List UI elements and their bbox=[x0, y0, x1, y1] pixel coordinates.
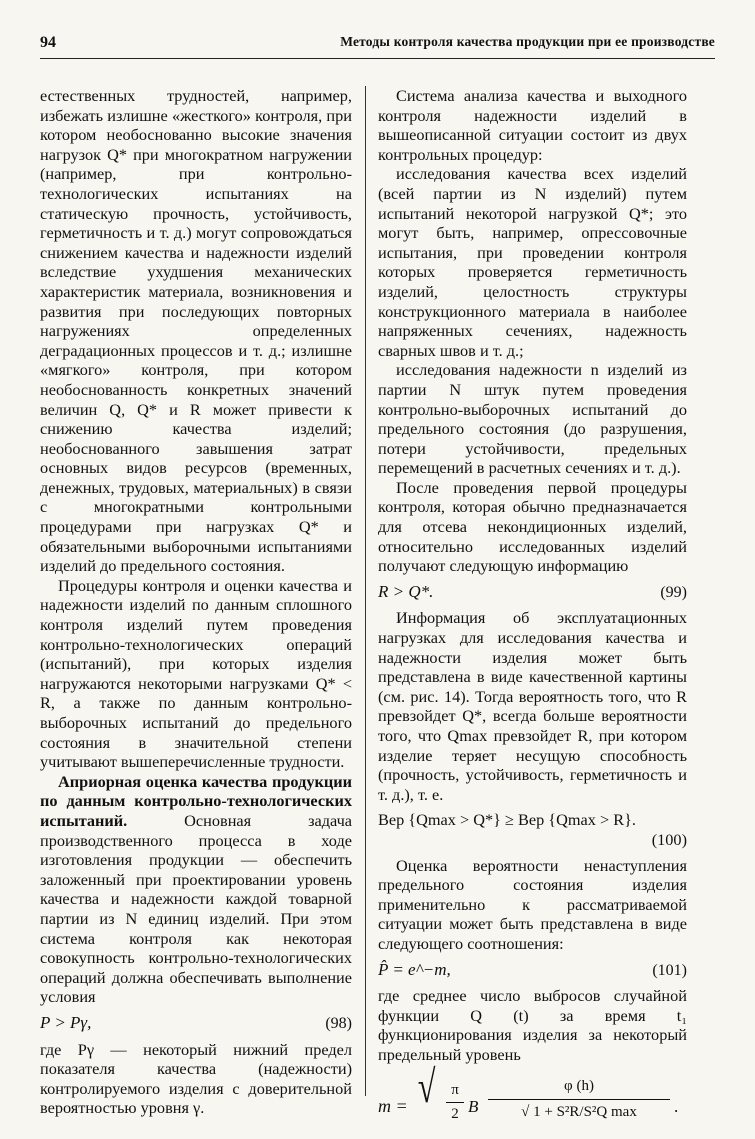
equation-number: (98) bbox=[325, 1014, 352, 1032]
paragraph: После проведения первой процедуры контроля, которая обычно предназначается для отсева некондиционных изделий, относительно исследованных изделий получают следующую информацию bbox=[378, 477, 687, 576]
equation-number: (100) bbox=[651, 829, 687, 849]
fraction-denominator: √ 1 + S²R/S²Q max bbox=[521, 1104, 637, 1121]
section-text: Основная задача производственного процесса в ходе изготовления продукции — обеспечить заложенный при проектировании уровень качества и надежности каждой товарной партии из N единиц изделий. При этом система контроля как некоторая совокупность контрольно-технологических операций должна обеспечивать выполнение условия bbox=[40, 810, 352, 1007]
formula-period: . bbox=[674, 1096, 679, 1116]
equation-99 bbox=[378, 582, 687, 603]
paragraph: исследования надежности n изделий из партии N штук путем проведения контрольно-выборочных испытаний до предельного состояния (до разрушения, потери устойчивости, предельных перемещений в расчетных сечениях и т. д.). bbox=[378, 360, 687, 478]
equation-98 bbox=[40, 1013, 352, 1034]
fraction-numerator: π bbox=[451, 1081, 459, 1098]
left-column bbox=[40, 86, 352, 1118]
equation-formula: P > Pγ, bbox=[40, 1012, 92, 1032]
fraction-bar bbox=[446, 1102, 464, 1103]
section-heading: Априорная оценка качества продукции по данным контрольно-технологических испытаний. bbox=[40, 771, 352, 830]
right-column bbox=[378, 86, 687, 1139]
page-number: 94 bbox=[40, 34, 56, 51]
equation-101 bbox=[378, 960, 687, 981]
equation-100 bbox=[378, 810, 687, 849]
paragraph: где среднее число выбросов случайной функции Q (t) за время t₁ функционирования изделия за некоторый предельный уровень bbox=[378, 986, 687, 1064]
equation-formula: P̂ = e^−m, bbox=[378, 959, 451, 979]
equation-number: (101) bbox=[652, 961, 687, 979]
header-rule bbox=[40, 58, 715, 59]
equation-formula: Вер {Qmax > Q*} ≥ Вер {Qmax > R}. bbox=[378, 810, 636, 830]
paragraph: Система анализа качества и выходного контроля надежности изделий в вышеописанной ситуации состоит из двух контрольных процедур: bbox=[378, 86, 687, 164]
paragraph: Оценка вероятности ненаступления предельного состояния изделия применительно к рассматриваемой ситуации может быть представлена в виде следующего соотношения: bbox=[378, 855, 687, 953]
fraction-pi-over-2 bbox=[446, 1081, 464, 1125]
paragraph: Информация об эксплуатационных нагрузках для исследования качества и надежности изделия может быть представлена в виде качественной картины (см. рис. 14). Тогда вероятность того, что R превзойдет Q*, всегда больше вероятности того, что Qmax превзойдет R, при котором изделие теряет несущую способность (прочность, устойчивость, герметичность и т. д.), т. е. bbox=[378, 608, 687, 804]
formula-variable-b: B bbox=[468, 1096, 479, 1116]
fraction-main bbox=[488, 1077, 670, 1123]
fraction-numerator: φ (h) bbox=[564, 1077, 594, 1094]
equation-m bbox=[378, 1060, 687, 1139]
paragraph: где Pγ — некоторый нижний предел показателя качества (надежности) контролируемого изделия с доверительной вероятностью уровня γ. bbox=[40, 1039, 352, 1118]
fraction-bar bbox=[488, 1099, 670, 1100]
page-header bbox=[40, 34, 715, 64]
paragraph: исследования качества всех изделий (всей партии из N изделий) путем испытаний некоторой нагрузкой Q*; это могут быть, например, опрессовочные испытания, при проведении контроля которых проверяется герметичность изделий, целостность структуры конструкционного материала в наиболее напряженных сечениях, надежность сварных швов и т. д.; bbox=[378, 164, 687, 360]
paragraph: Процедуры контроля и оценки качества и надежности изделий по данным сплошного контроля изделий путем проведения контрольно-технологических операций (испытаний), при которых изделия нагружаются некоторыми нагрузками Q* < R, а также по данным контрольно-выборочных испытаний до предельного состояния в значительной степени учитывают вышеперечисленные трудности. bbox=[40, 575, 352, 772]
equation-formula: R > Q*. bbox=[378, 581, 434, 601]
fraction-denominator: 2 bbox=[451, 1106, 459, 1123]
running-title: Методы контроля качества продукции при ее производстве bbox=[340, 34, 715, 49]
column-divider bbox=[365, 86, 366, 1096]
formula-lhs: m = bbox=[378, 1095, 408, 1116]
equation-number: (99) bbox=[660, 583, 687, 601]
paragraph: естественных трудностей, например, избежать излишне «жесткого» контроля, при котором необоснованно высокие значения нагрузок Q* при многократном нагружении (например, при контрольно-технологических испытаниях на статическую прочность, устойчивость, герметичность и т. д.) могут сопровождаться снижением качества и надежности изделий вследствие ухудшения механических характеристик материала, возникновения и развития при последующих повторных нагружениях определенных деградационных процессов и т. д.; излишне «мягкого» контроля, при котором необоснованность конкретных значений величин Q, Q* и R может привести к снижению качества изделий; необоснованного завышения затрат основных видов ресурсов (временных, денежных, трудовых, материальных) в связи с многократными контрольными процедурами при нагрузках Q* и обязательными выборочными испытаниями изделий до предельного состояния. bbox=[40, 86, 352, 576]
sqrt-sign: √ bbox=[417, 1060, 436, 1112]
section-paragraph bbox=[40, 772, 352, 1007]
